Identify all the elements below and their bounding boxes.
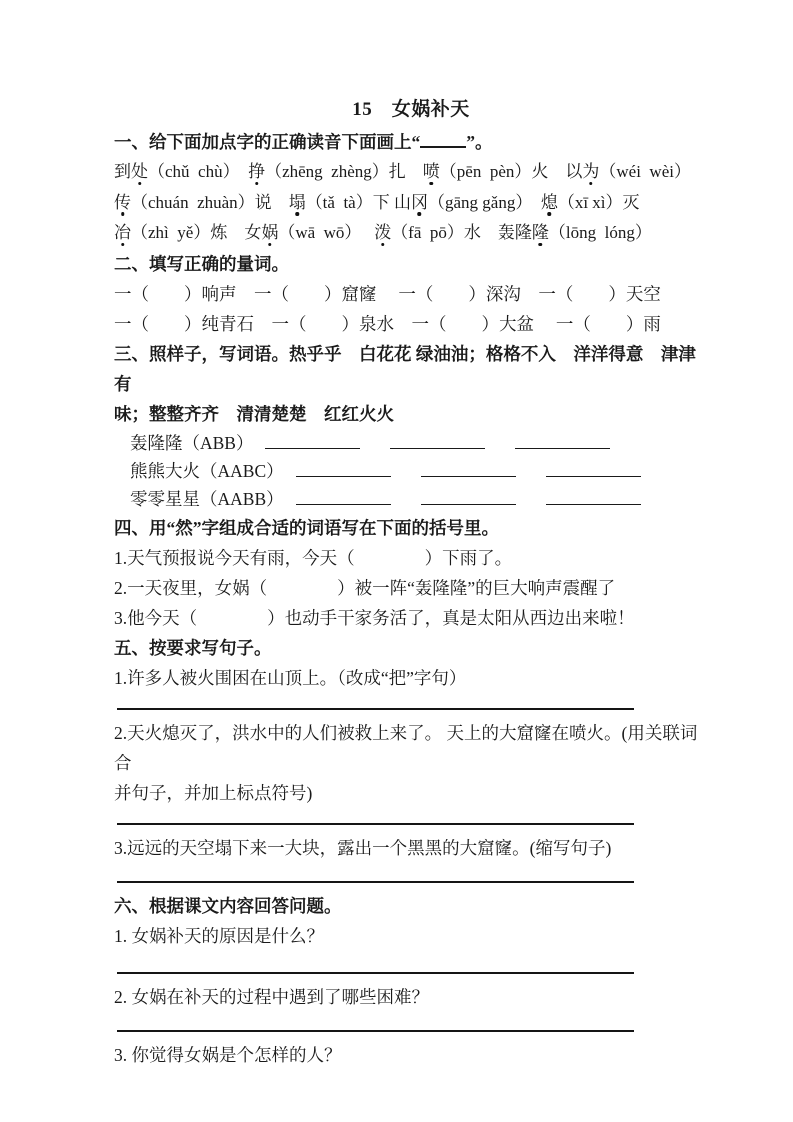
- answer-line: [117, 881, 634, 883]
- word-pattern-row-aabc: [130, 457, 708, 485]
- word-pattern-label: 熊熊大火（AABC）: [130, 460, 284, 481]
- word-blank: [546, 492, 641, 505]
- page-title: 15 女娲补天: [352, 99, 470, 120]
- pinyin-text: （wā wō）: [278, 223, 375, 242]
- word-blank: [421, 492, 516, 505]
- pinyin-text: 到: [114, 162, 131, 181]
- quantifier-line-2: 一（ ）纯青石 一（ ）泉水 一（ ）大盆 一（ ）雨: [114, 313, 661, 334]
- pinyin-line-1: [114, 157, 708, 188]
- dotted-char: 传: [114, 192, 131, 212]
- inline-answer-blank: [420, 133, 466, 148]
- question-item-3: 3. 你觉得女娲是个怎样的人？: [114, 1044, 342, 1065]
- pinyin-text: （pēn pèn）火 以: [439, 162, 583, 181]
- pinyin-text: （chǔ chù）: [148, 162, 249, 181]
- word-pattern-row-aabb: [130, 485, 708, 513]
- section-three-heading-line-2: 味；整整齐齐 清清楚楚 红红火火: [114, 403, 394, 424]
- word-blank: [421, 464, 516, 477]
- quantifier-line-1: 一（ ）响声 一（ ）窟窿 一（ ）深沟 一（ ）天空: [114, 283, 661, 304]
- section-one-heading-post: ”。: [466, 132, 493, 152]
- word-blank: [546, 464, 641, 477]
- section-one-heading-pre: 一、给下面加点字的正确读音下面画上“: [114, 132, 421, 152]
- sentence-item-1: 1.许多人被火围困在山顶上。（改成“把”字句）: [114, 667, 467, 688]
- fill-item-2: 2.一天夜里，女娲（ ）被一阵“轰隆隆”的巨大响声震醒了: [114, 577, 616, 598]
- dotted-char: 泼: [374, 223, 392, 242]
- section-three-heading-line-1: 三、照样子，写词语。热乎乎 白花花 绿油油；格格不入 洋洋得意 津津有: [114, 343, 696, 394]
- sentence-item-2-line-1: 2.天火熄灭了，洪水中的人们被救上来了。 天上的大窟窿在喷火。(用关联词合: [114, 722, 698, 773]
- word-pattern-row-abb: [130, 429, 708, 457]
- word-blank: [390, 436, 485, 449]
- pinyin-text: （wéi wèi）: [599, 162, 691, 181]
- sentence-item-2-line-2: 并句子，并加上标点符号): [114, 782, 313, 803]
- pinyin-text: （lōng lóng）: [548, 223, 652, 242]
- dotted-char: 塌: [288, 192, 306, 212]
- word-blank: [265, 436, 360, 449]
- dotted-char: 熄: [540, 192, 558, 212]
- word-blank: [296, 464, 391, 477]
- section-six-heading: 六、根据课文内容回答问题。: [114, 895, 342, 916]
- word-pattern-label: 零零星星（AABB）: [130, 488, 284, 509]
- dotted-char: 娲: [261, 223, 279, 242]
- answer-line: [117, 823, 634, 825]
- answer-line: [117, 972, 634, 974]
- pinyin-text: （chuán zhuàn）说: [131, 192, 289, 212]
- dotted-char: 挣: [248, 162, 266, 181]
- answer-line: [117, 708, 634, 710]
- section-two-heading: 二、填写正确的量词。: [114, 253, 289, 274]
- sentence-item-3: 3.远远的天空塌下来一大块，露出一个黑黑的大窟窿。(缩写句子): [114, 837, 612, 858]
- pinyin-text: （zhì yě）炼 女: [131, 223, 262, 242]
- pinyin-line-2: [114, 188, 708, 219]
- pinyin-text: （xī xì）灭: [557, 192, 640, 212]
- dotted-char: 冶: [114, 223, 131, 242]
- pinyin-text: （tǎ tà）下 山: [305, 192, 411, 212]
- dotted-char: 为: [582, 162, 600, 181]
- section-five-heading: 五、按要求写句子。: [114, 637, 272, 658]
- answer-line: [117, 1030, 634, 1032]
- word-pattern-label: 轰隆隆（ABB）: [130, 432, 254, 453]
- fill-item-1: 1.天气预报说今天有雨，今天（ ）下雨了。: [114, 547, 513, 568]
- pinyin-text: （fā pō）水 轰隆: [391, 223, 532, 242]
- question-item-1: 1. 女娲补天的原因是什么？: [114, 925, 324, 946]
- dotted-char: 处: [131, 162, 148, 181]
- section-one-heading: [114, 127, 708, 157]
- word-blank: [296, 492, 391, 505]
- dotted-char: 冈: [410, 192, 428, 212]
- pinyin-text: （zhēng zhèng）扎: [265, 162, 423, 181]
- section-four-heading: 四、用“然”字组成合适的词语写在下面的括号里。: [114, 517, 499, 538]
- dotted-char: 喷: [422, 162, 440, 181]
- fill-item-3: 3.他今天（ ）也动手干家务活了，真是太阳从西边出来啦！: [114, 607, 635, 628]
- dotted-char: 隆: [531, 223, 549, 242]
- question-item-2: 2. 女娲在补天的过程中遇到了哪些困难？: [114, 986, 429, 1007]
- pinyin-text: （gāng gǎng）: [427, 192, 541, 212]
- pinyin-line-3: [114, 218, 708, 249]
- word-blank: [515, 436, 610, 449]
